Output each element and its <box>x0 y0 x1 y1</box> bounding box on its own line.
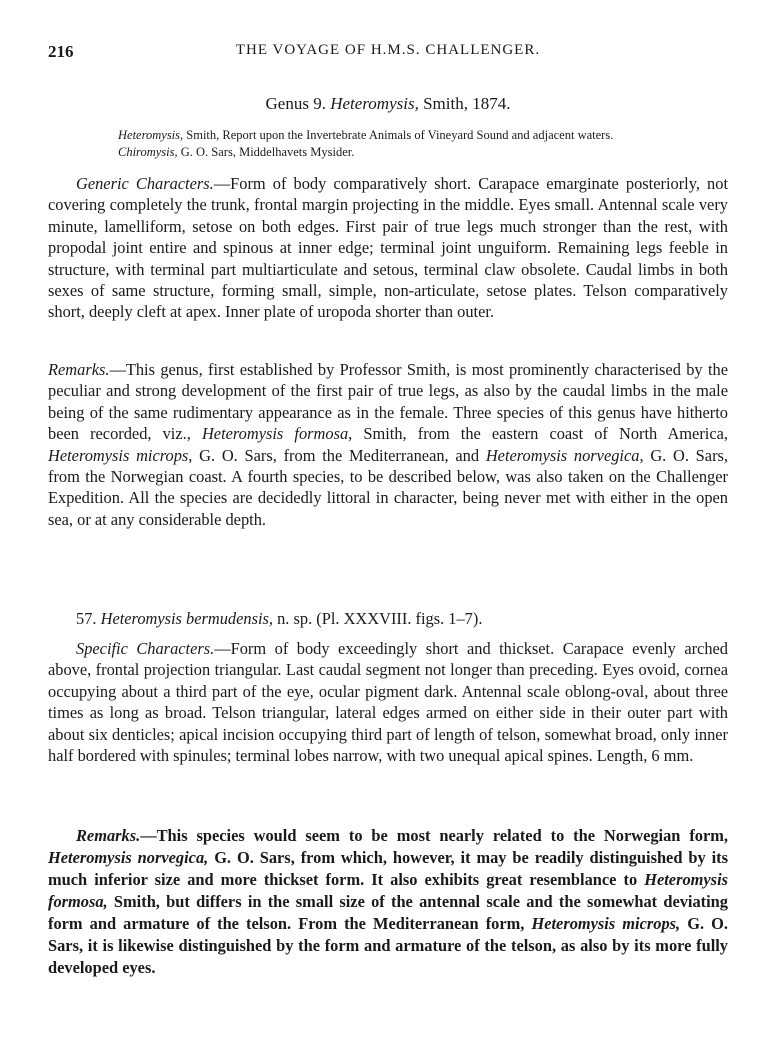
species-name-ref: Heteromysis norvegica, <box>48 848 209 867</box>
running-head: THE VOYAGE OF H.M.S. CHALLENGER. <box>235 42 541 58</box>
synonym-reference: G. O. Sars, Middelhavets Mysider. <box>180 145 355 159</box>
synonymy-list <box>118 127 738 161</box>
species-name-ref: Heteromysis microps, <box>48 445 193 465</box>
genus-prefix: Genus 9. <box>265 94 326 113</box>
genus-heading <box>0 94 776 114</box>
generic-characters-paragraph <box>48 173 728 323</box>
genus-remarks-text: G. O. Sars, from the Mediterranean, and <box>199 445 480 465</box>
species-heading <box>76 609 482 629</box>
synonym-entry <box>118 127 738 144</box>
genus-name: Heteromysis, <box>330 94 419 113</box>
species-remarks-label: Remarks. <box>76 826 141 845</box>
species-remarks-text: G. O. Sars, from which, however, it may be readily distinguished by its much inferior size and more thickset form. It also exhibits great resemblance to <box>48 848 728 889</box>
genus-remarks-text: Smith, from the eastern coast of North America, <box>363 424 728 444</box>
specific-characters-label: Specific Characters. <box>76 639 215 658</box>
species-remarks-paragraph <box>48 825 728 979</box>
genus-remarks-text: G. O. Sars, from the Norwegian coast. A fourth species, to be described below, was also taken on the Challenger Expedition. All the species are decidedly littoral in character, being never met with either in the open sea, or at any considerable depth. <box>48 445 729 529</box>
species-name-ref: Heteromysis formosa, <box>48 870 728 911</box>
synonym-name: Chiromysis, <box>118 145 178 159</box>
genus-remarks-paragraph <box>48 359 728 530</box>
synonym-name: Heteromysis, <box>118 128 184 142</box>
genus-author: Smith, 1874. <box>423 94 511 113</box>
species-name: Heteromysis bermudensis, <box>100 609 273 628</box>
page-header <box>48 42 728 62</box>
genus-remarks-text: —This genus, first established by Professor Smith, is most prominently characterised by the peculiar and strong development of the first pair of true legs, as also by the caudal limbs in the male being of the same rudimentary appearance as in the female. Three species of this genus have hitherto been recorded, viz., <box>48 360 728 444</box>
synonym-entry <box>118 144 738 161</box>
page-number: 216 <box>48 42 74 61</box>
species-name-ref: Heteromysis norvegica, <box>485 445 644 465</box>
species-remarks-text: Smith, but differs in the small size of the antennal scale and the somewhat deviating form and armature of the telson. From the Mediterranean form, <box>48 892 728 933</box>
species-remarks-text: G. O. Sars, it is likewise distinguished by the form and armature of the telson, as also by its more fully developed eyes. <box>48 914 728 977</box>
generic-characters-label: Generic Characters. <box>76 174 214 193</box>
species-remarks-text: —This species would seem to be most nearly related to the Norwegian form, <box>140 826 728 845</box>
species-number: 57. <box>76 609 97 628</box>
generic-characters-text: —Form of body comparatively short. Carapace emarginate posteriorly, not covering completely the trunk, frontal margin projecting in the middle. Eyes small. Antennal scale very minute, lamelliform, setose on both edges. First pair of true legs much stronger than the rest, with propodal joint entire and spinous at inner edge; terminal joint unguiform. Remaining legs feeble in structure, with terminal part multiarticulate and setous, terminal claw obsolete. Caudal limbs in both sexes of same structure, forming small, simple, non-articulate, setose plates. Telson comparatively short, deeply cleft at apex. Inner plate of uropoda shorter than outer. <box>48 174 728 322</box>
genus-remarks-label: Remarks. <box>48 360 110 379</box>
specific-characters-paragraph <box>48 638 728 766</box>
synonym-reference: Smith, Report upon the Invertebrate Animals of Vineyard Sound and adjacent waters. <box>186 128 614 142</box>
species-name-ref: Heteromysis formosa, <box>201 424 353 444</box>
species-plate-ref: n. sp. (Pl. XXXVIII. figs. 1–7). <box>277 609 483 628</box>
specific-characters-text: —Form of body exceedingly short and thickset. Carapace evenly arched above, frontal projection triangular. Last caudal segment not longer than preceding. Eyes ovoid, cornea occupying about a third part of the eye, ocular pigment dark. Antennal scale oblong-oval, about three times as long as broad. Telson triangular, lateral edges armed on either side in their outer part with about six denticles; apical incision occupying third part of length of telson, somewhat broad, only inner half bordered with spinules; terminal lobes narrow, with two unequal apical spines. Length, 6 mm. <box>48 639 728 766</box>
species-name-ref: Heteromysis microps, <box>531 914 681 933</box>
